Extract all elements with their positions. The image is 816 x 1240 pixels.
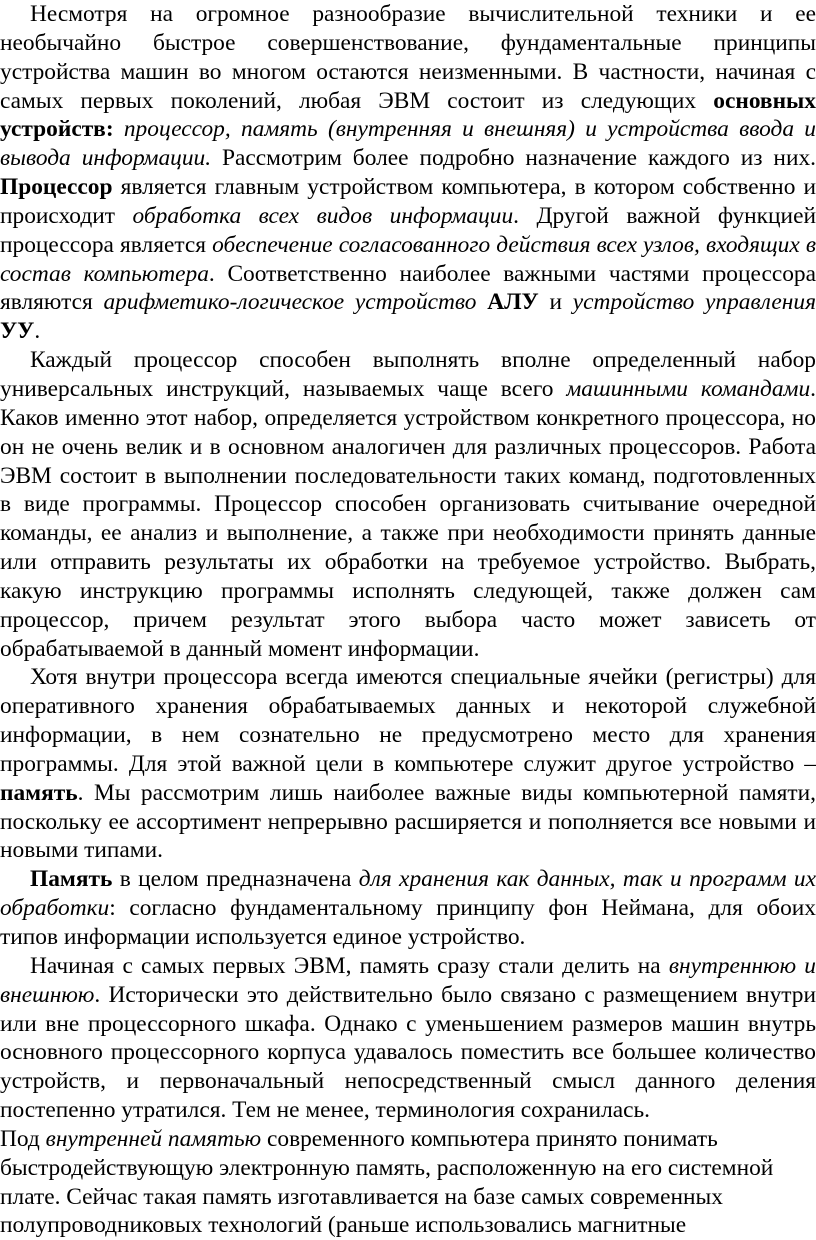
italic-term-storage: для хранения как данных, так и программ их обработки [0, 866, 816, 922]
text-run: : согласно фундаментальному принципу фон Неймана, для обоих типов информации используется единое устройство. [0, 895, 816, 950]
paragraph-machine-commands [0, 346, 816, 663]
text-run [476, 289, 487, 315]
paragraph-internal-external [0, 952, 816, 1125]
italic-term-machine-commands: машинными командами [566, 375, 811, 402]
text-run: Несмотря на огромное разнообразие вычислительной техники и ее необычайно быстрое совершенствование, фундаментальные принципы устройства машин во многом остаются неизменными. В частности, начиная с самых первых поколений, любая ЭВМ состоит из следующих [0, 1, 816, 114]
italic-term-alu: арифметико-логическое устройство [103, 289, 477, 316]
text-run: Рассмотрим более подробно назначение каждого из них. [211, 145, 816, 172]
text-run: . Каков именно этот набор, определяется устройством конкретного процессора, но он не очень велик и в основном аналогичен для различных процессоров. Работа ЭВМ состоит в выполнении последовательности таких команд, подготовленных в виде программы. Процессор способен организовать считывание очередной команды, ее анализ и выполнение, а также при необходимости принять данные или отправить результаты их обработки на требуемое устройство. Выбрать, какую инструкцию программы исполнять следующей, также должен сам процессор, причем результат этого выбора часто может зависеть от обрабатываемой в данный момент информации. [0, 375, 816, 662]
bold-abbr-alu: АЛУ [487, 289, 539, 316]
text-run: Хотя внутри процессора всегда имеются специальные ячейки (регистры) для оперативного хранения обрабатываемых данных и некоторой служебной информации, в нем сознательно не предусмотрено место для хранения программы. Для этой важной цели в компьютере служит другое устройство – [0, 664, 816, 777]
italic-term: обеспечение согласованного действия всех узлов, входящих в состав компьютера [0, 231, 816, 287]
text-run: . Соответственно наиболее важными частями процессора являются [0, 260, 816, 316]
italic-term-control-unit: устройство управления [572, 289, 816, 316]
italic-term: обработка всех видов информации [132, 202, 514, 229]
text-run: является главным устройством компьютера, в котором собственно и происходит [0, 174, 816, 229]
text-run: Под [0, 1125, 46, 1152]
bold-abbr-uu: УУ [0, 318, 35, 345]
text-run: Каждый процессор способен выполнять вполне определенный набор универсальных инструкций, называемых чаще всего [0, 347, 816, 402]
bold-term-processor: Процессор [0, 174, 113, 201]
bold-term-main-devices: основных устройств: [0, 87, 816, 143]
text-run: современного компьютера принято понимать быстродействующую электронную память, расположенную на его системной плате. Сейчас такая память изготавливается на базе самых современных полупроводниковых технологий (раньше использовались магнитные [0, 1125, 774, 1239]
italic-term-internal-memory: внутренней памятью [45, 1125, 262, 1152]
text-run: . [34, 318, 41, 345]
bold-term-memory: Память [30, 866, 113, 893]
text-run: . Другой важной функцией процессора является [0, 202, 816, 258]
paragraph-processor-intro [0, 0, 816, 346]
text-run: Начиная с самых первых ЭВМ, память сразу стали делить на [30, 952, 669, 979]
italic-device-list: процессор, память (внутренняя и внешняя) и устройства ввода и вывода информации. [0, 116, 816, 172]
text-run: . Исторически это действительно было связано с размещением внутри или вне процессорного шкафа. Однако с уменьшением размеров машин внутрь основного процессорного корпуса удавалось поместить все большее количество устройств, и первоначальный непосредственный смысл данного деления постепенно утратился. Тем не менее, терминология сохранилась. [0, 981, 816, 1124]
paragraph-memory-purpose [0, 865, 816, 952]
paragraph-internal-memory [0, 1125, 816, 1240]
text-run: и [538, 289, 573, 316]
bold-term-memory: память [0, 779, 78, 806]
text-run: . Мы рассмотрим лишь наиболее важные виды компьютерной памяти, поскольку ее ассортимент непрерывно расширяется и пополняется все новыми и новыми типами. [0, 779, 816, 864]
text-run: в целом предназначена [112, 866, 359, 893]
paragraph-registers [0, 663, 816, 865]
italic-term-internal-external: внутреннюю и внешнюю [0, 952, 816, 1008]
